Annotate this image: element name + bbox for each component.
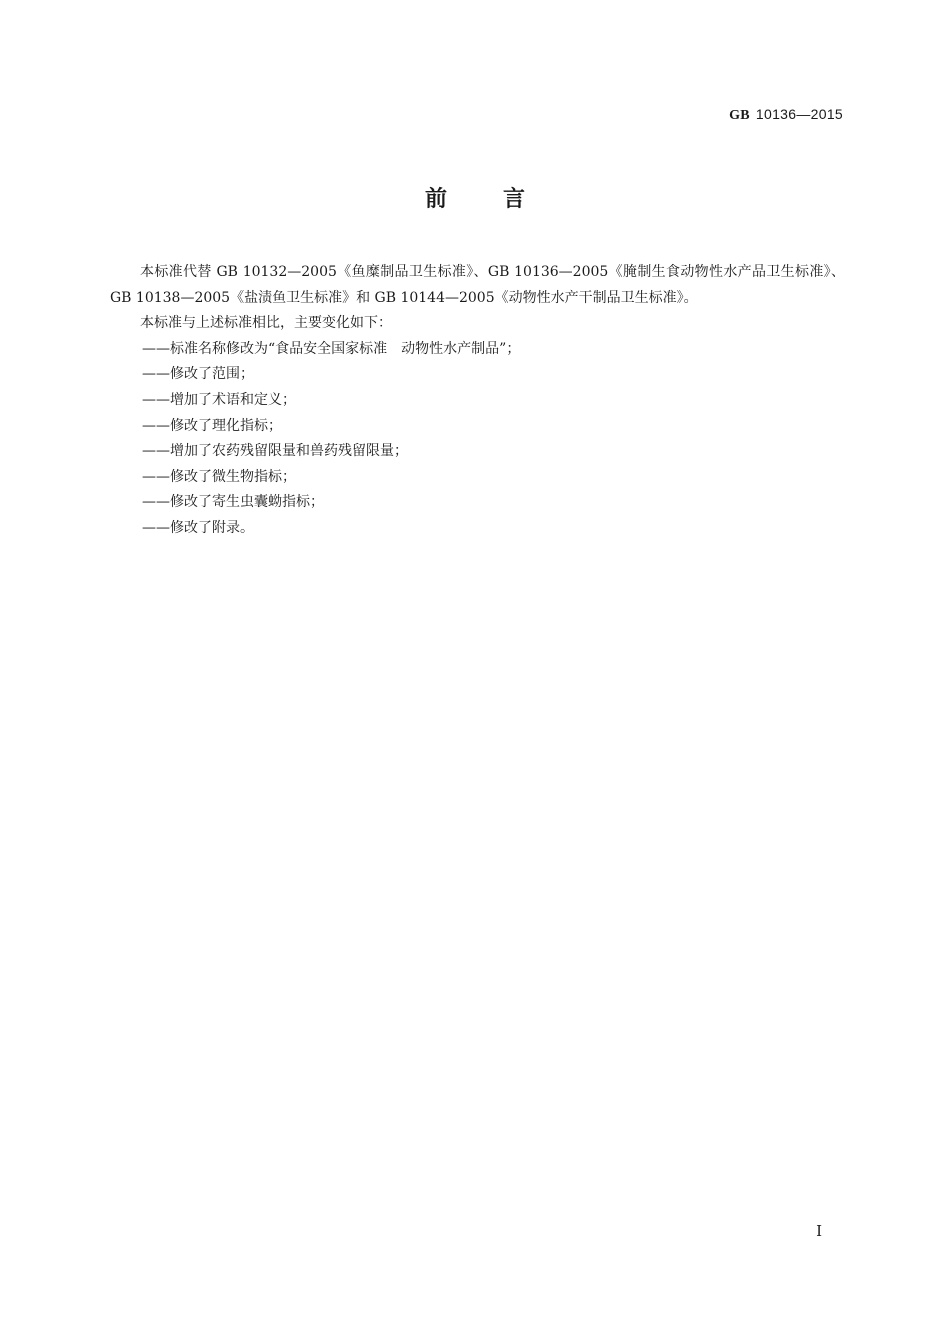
change-item: ——修改了微生物指标； bbox=[142, 468, 296, 485]
page-title: 前言 bbox=[424, 187, 581, 212]
change-item: ——修改了寄生虫囊蚴指标； bbox=[142, 494, 324, 511]
change-item: ——增加了农药残留限量和兽药残留限量； bbox=[142, 443, 408, 460]
standard-number: 10136—2015 bbox=[755, 106, 843, 122]
change-item: ——标准名称修改为“食品安全国家标准 动物性水产制品”； bbox=[142, 340, 521, 357]
change-item: ——修改了附录。 bbox=[142, 519, 254, 536]
change-item: ——增加了术语和定义； bbox=[142, 391, 296, 408]
replacement-paragraph: 本标准代替 GB 10132—2005《鱼糜制品卫生标准》、GB 10136—2005《腌制生食动物性水产品卫生标准》、GB 10138—2005《盐渍鱼卫生标准》和 GB 10144—2005《动物性水产干制品卫生标准》。 bbox=[110, 264, 845, 306]
page-number: I bbox=[816, 1222, 822, 1240]
changes-intro-paragraph: 本标准与上述标准相比，主要变化如下： bbox=[140, 315, 392, 332]
change-item: ——修改了范围； bbox=[142, 366, 254, 383]
change-item: ——修改了理化指标； bbox=[142, 417, 282, 434]
standard-code bbox=[729, 106, 843, 124]
standard-prefix: GB bbox=[729, 108, 750, 123]
document-body bbox=[110, 260, 845, 542]
